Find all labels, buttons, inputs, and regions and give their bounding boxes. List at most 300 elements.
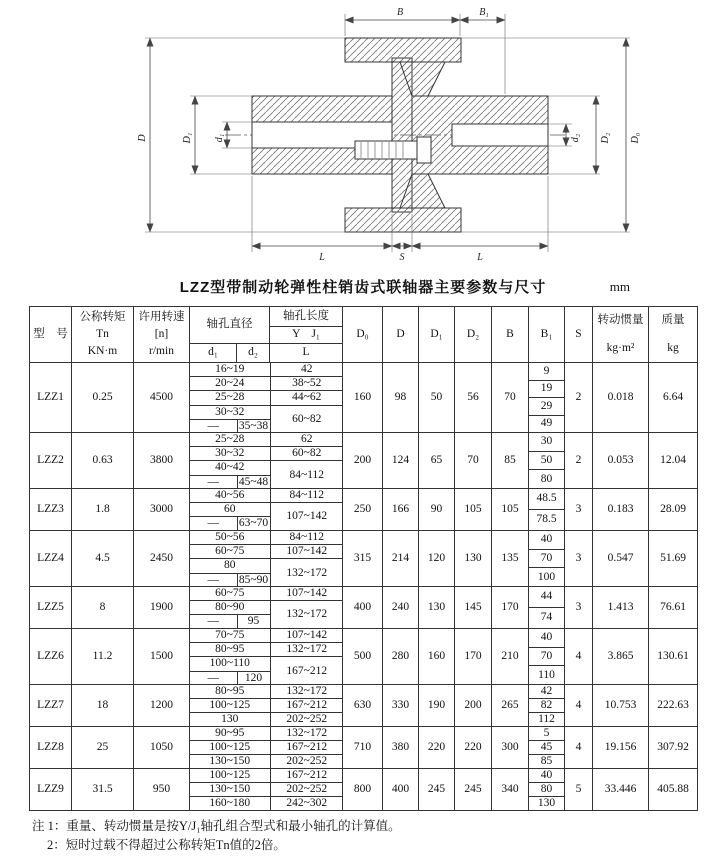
bore-row — [190, 461, 343, 475]
coupling-cross-section-svg — [0, 0, 726, 272]
bore-length: 132~172 — [270, 727, 343, 741]
bore-subtable — [190, 489, 343, 531]
cell-mass: 28.09 — [649, 489, 698, 531]
bore-length: 84~112 — [270, 531, 343, 545]
spec-table-header — [30, 307, 698, 363]
cell-B1 — [529, 769, 565, 811]
b1-value: 45 — [529, 740, 564, 754]
cell-S: 4 — [565, 629, 593, 685]
bore-d-range: 80 — [190, 559, 270, 573]
cell-bores — [190, 685, 343, 727]
spec-row — [30, 587, 698, 629]
bore-row — [190, 769, 343, 783]
bore-d-range: 30~32 — [190, 447, 270, 461]
bore-d-range: 70~75 — [215, 629, 245, 641]
bore-length: 242~302 — [270, 797, 343, 811]
b1-value: 80 — [529, 782, 564, 796]
cell-speed: 1200 — [134, 685, 190, 727]
header-torque-line1: 公称转矩 — [79, 311, 126, 324]
cell-model: LZZ7 — [30, 685, 72, 727]
dim-label-L-left: L — [319, 252, 325, 263]
spec-row — [30, 531, 698, 587]
b1-value: 80 — [529, 469, 564, 488]
cell-inertia: 0.053 — [593, 433, 649, 489]
cell-D1: 65 — [419, 433, 455, 489]
dim-label-D1: D₁ — [182, 132, 193, 144]
cell-mass: 76.61 — [649, 587, 698, 629]
b1-stack — [529, 489, 564, 530]
spec-row — [30, 489, 698, 531]
cell-torque: 31.5 — [72, 769, 134, 811]
cell-D: 400 — [383, 769, 419, 811]
b1-value: 44 — [540, 590, 553, 603]
cell-torque: 4.5 — [72, 531, 134, 587]
bore-row — [190, 699, 343, 713]
bore-length: 132~172 — [270, 685, 343, 699]
b1-value: 40 — [540, 533, 553, 546]
cell-speed: 3800 — [134, 433, 190, 489]
b1-stack — [529, 727, 564, 768]
cell-B: 265 — [492, 685, 529, 727]
cell-model: LZZ2 — [30, 433, 72, 489]
bore-length: 132~172 — [270, 601, 343, 629]
cell-inertia: 33.446 — [593, 769, 649, 811]
dim-label-D: D — [137, 134, 148, 142]
bore-length: 62 — [270, 433, 343, 447]
cell-D: 166 — [383, 489, 419, 531]
cell-D2: 105 — [455, 489, 492, 531]
cell-D1: 90 — [419, 489, 455, 531]
coupling-drawing — [0, 0, 726, 272]
cell-D2: 170 — [455, 629, 492, 685]
bore-d-range: 130 — [190, 713, 270, 727]
cell-bores — [190, 727, 343, 769]
b1-stack — [529, 629, 564, 684]
bore-d-range: 60~75 — [190, 545, 270, 559]
cell-D: 280 — [383, 629, 419, 685]
header-torque — [72, 307, 134, 363]
cell-B1 — [529, 433, 565, 489]
bore-d-range: 130~150 — [190, 783, 270, 797]
elastic-pin-bolt — [355, 137, 431, 163]
bore-row — [190, 643, 343, 657]
b1-value: 49 — [529, 415, 564, 433]
bore-d-range: 80~95 — [215, 685, 245, 697]
bore-length: 84~112 — [270, 461, 343, 489]
cell-bores — [190, 769, 343, 811]
bore-row — [190, 657, 343, 671]
bore-d1: — — [190, 419, 237, 433]
cell-mass: 12.04 — [649, 433, 698, 489]
cell-torque: 25 — [72, 727, 134, 769]
header-S: S — [565, 307, 593, 363]
b1-value: 85 — [529, 754, 564, 768]
bore-d1: — — [190, 475, 237, 489]
footnotes — [32, 817, 696, 856]
cell-inertia: 19.156 — [593, 727, 649, 769]
bore-length: 202~252 — [270, 783, 343, 797]
bore-row — [190, 741, 343, 755]
cell-torque: 18 — [72, 685, 134, 727]
cell-D0: 200 — [343, 433, 383, 489]
cell-bores — [190, 363, 343, 433]
b1-stack — [529, 531, 564, 586]
cell-S: 3 — [565, 489, 593, 531]
bore-length: 107~142 — [270, 503, 343, 531]
cell-inertia: 0.018 — [593, 363, 649, 433]
header-speed — [134, 307, 190, 363]
b1-value: 50 — [529, 451, 564, 470]
bore-length: 132~172 — [270, 559, 343, 587]
bore-d-range: 20~24 — [190, 377, 270, 391]
cell-mass: 307.92 — [649, 727, 698, 769]
header-D: D — [383, 307, 419, 363]
header-speed-line3: r/min — [149, 344, 174, 357]
cell-bores — [190, 489, 343, 531]
dim-label-d1: d₁ — [214, 133, 225, 143]
cell-B1 — [529, 587, 565, 629]
cell-B1 — [529, 489, 565, 531]
cell-inertia: 1.413 — [593, 587, 649, 629]
bore-row — [190, 377, 343, 391]
b1-value: 9 — [543, 364, 550, 377]
spec-row — [30, 363, 698, 433]
dim-label-L-right: L — [477, 252, 483, 263]
b1-value: 5 — [543, 727, 550, 739]
cell-B: 85 — [492, 433, 529, 489]
header-L: L — [270, 344, 343, 363]
bore-d-range: 25~28 — [190, 391, 270, 405]
b1-stack — [529, 685, 564, 726]
bore-length: 42 — [270, 363, 343, 377]
bore-subtable — [190, 587, 343, 629]
header-mass-line1: 质量 — [661, 313, 685, 326]
dim-label-B: B — [396, 7, 404, 18]
cell-model: LZZ1 — [30, 363, 72, 433]
header-torque-line2: Tn — [96, 328, 109, 341]
cell-B: 340 — [492, 769, 529, 811]
bore-d1: — — [190, 615, 237, 629]
cell-mass: 130.61 — [649, 629, 698, 685]
header-mass-line2: kg — [667, 342, 679, 354]
b1-value: 70 — [529, 549, 564, 568]
bore-row — [190, 755, 343, 769]
cell-D: 240 — [383, 587, 419, 629]
bore-length: 167~212 — [270, 769, 343, 783]
b1-value: 78.5 — [529, 509, 564, 530]
cell-S: 5 — [565, 769, 593, 811]
cell-B: 70 — [492, 363, 529, 433]
cell-D0: 250 — [343, 489, 383, 531]
cell-speed: 2450 — [134, 531, 190, 587]
cell-torque: 1.8 — [72, 489, 134, 531]
header-B: B — [492, 307, 529, 363]
cell-model: LZZ4 — [30, 531, 72, 587]
cell-D1: 130 — [419, 587, 455, 629]
bore-subtable — [190, 629, 343, 685]
spec-row — [30, 685, 698, 727]
cell-D2: 56 — [455, 363, 492, 433]
cell-D0: 500 — [343, 629, 383, 685]
spec-table-body — [30, 363, 698, 811]
spec-row — [30, 727, 698, 769]
cell-D1: 120 — [419, 531, 455, 587]
cell-S: 2 — [565, 363, 593, 433]
bore-row — [190, 447, 343, 461]
bore-row — [190, 545, 343, 559]
cell-D2: 145 — [455, 587, 492, 629]
spec-table — [29, 306, 698, 811]
spec-row — [30, 629, 698, 685]
bore-d-range: 100~125 — [209, 769, 251, 781]
right-half-coupling — [412, 96, 548, 174]
header-mass — [649, 307, 698, 363]
bore-row — [190, 587, 343, 601]
bore-length: 167~212 — [270, 699, 343, 713]
header-speed-line2: [n] — [154, 328, 169, 341]
b1-value: 30 — [540, 435, 553, 448]
cell-torque: 11.2 — [72, 629, 134, 685]
cell-D0: 400 — [343, 587, 383, 629]
bore-row — [190, 685, 343, 699]
b1-value: 110 — [529, 665, 564, 684]
cell-bores — [190, 433, 343, 489]
bore-d1: — — [190, 671, 237, 685]
cell-mass: 222.63 — [649, 685, 698, 727]
bore-row — [190, 629, 343, 643]
cell-inertia: 3.865 — [593, 629, 649, 685]
header-Y-J1: Y J₁ — [270, 327, 343, 344]
bore-subtable — [190, 727, 343, 769]
b1-value: 130 — [529, 796, 564, 810]
cell-torque: 0.63 — [72, 433, 134, 489]
bore-d2: 95 — [237, 615, 270, 629]
header-D0: D₀ — [343, 307, 383, 363]
cell-model: LZZ3 — [30, 489, 72, 531]
cell-D2: 70 — [455, 433, 492, 489]
b1-stack — [529, 433, 564, 488]
bore-row — [190, 405, 343, 419]
cell-B1 — [529, 629, 565, 685]
header-speed-line1: 许用转速 — [138, 311, 185, 324]
b1-value: 29 — [529, 397, 564, 415]
cell-inertia: 0.547 — [593, 531, 649, 587]
bore-row — [190, 559, 343, 573]
bore-length: 107~142 — [270, 629, 343, 643]
bore-row — [190, 797, 343, 811]
b1-value: 70 — [529, 647, 564, 666]
bore-row — [190, 531, 343, 545]
cell-B1 — [529, 685, 565, 727]
cell-speed: 3000 — [134, 489, 190, 531]
bore-d-range: 80~90 — [190, 601, 270, 615]
title-row — [0, 276, 726, 300]
cell-D2: 220 — [455, 727, 492, 769]
bore-subtable — [190, 363, 343, 433]
bore-subtable — [190, 433, 343, 489]
bore-d-range: 160~180 — [190, 797, 270, 811]
header-d2: d₂ — [237, 344, 270, 363]
cell-inertia: 0.183 — [593, 489, 649, 531]
bore-d1: — — [190, 573, 237, 587]
bore-d2: 35~38 — [238, 419, 269, 432]
cell-D0: 710 — [343, 727, 383, 769]
cell-inertia: 10.753 — [593, 685, 649, 727]
bore-length: 167~212 — [270, 741, 343, 755]
cell-S: 3 — [565, 587, 593, 629]
header-D1: D₁ — [419, 307, 455, 363]
cell-D1: 50 — [419, 363, 455, 433]
cell-B1 — [529, 727, 565, 769]
cell-D: 214 — [383, 531, 419, 587]
cell-B1 — [529, 531, 565, 587]
dim-label-D2: D₂ — [600, 132, 611, 144]
bore-length: 202~252 — [270, 755, 343, 769]
cell-mass: 51.69 — [649, 531, 698, 587]
bore-length: 107~142 — [270, 587, 343, 601]
cell-mass: 6.64 — [649, 363, 698, 433]
spec-row — [30, 433, 698, 489]
bore-length: 202~252 — [270, 713, 343, 727]
cell-D0: 315 — [343, 531, 383, 587]
bore-d-range: 16~19 — [215, 363, 245, 375]
b1-value: 100 — [529, 567, 564, 586]
cell-model: LZZ8 — [30, 727, 72, 769]
bore-d2: 45~48 — [238, 475, 269, 488]
bore-row — [190, 433, 343, 447]
bore-d-range: 100~125 — [190, 699, 270, 713]
cell-D: 98 — [383, 363, 419, 433]
b1-value: 112 — [529, 712, 564, 726]
cell-D1: 220 — [419, 727, 455, 769]
dim-label-D0: D₀ — [630, 132, 641, 144]
b1-value: 42 — [540, 685, 553, 697]
bore-d-range: 40~56 — [215, 489, 245, 501]
bore-length: 44~62 — [270, 391, 343, 405]
cell-D: 330 — [383, 685, 419, 727]
cell-model: LZZ9 — [30, 769, 72, 811]
cell-B1 — [529, 363, 565, 433]
header-D2: D₂ — [455, 307, 492, 363]
cell-B: 300 — [492, 727, 529, 769]
cell-D0: 160 — [343, 363, 383, 433]
cell-speed: 1050 — [134, 727, 190, 769]
cell-D2: 130 — [455, 531, 492, 587]
cell-S: 3 — [565, 531, 593, 587]
dim-label-d2: d₂ — [570, 133, 581, 143]
bore-row — [190, 783, 343, 797]
bore-row — [190, 727, 343, 741]
bore-length: 60~82 — [270, 447, 343, 461]
cell-speed: 950 — [134, 769, 190, 811]
cell-speed: 1900 — [134, 587, 190, 629]
bore-length: 167~212 — [270, 657, 343, 685]
unit-label: mm — [609, 279, 630, 294]
cell-D: 380 — [383, 727, 419, 769]
b1-value: 19 — [529, 380, 564, 398]
bore-d1: — — [190, 517, 237, 531]
cell-D: 124 — [383, 433, 419, 489]
b1-value: 48.5 — [536, 492, 557, 505]
header-inertia-line1: 转动惯量 — [597, 313, 644, 326]
bore-d-range: 80~95 — [190, 643, 270, 657]
bore-subtable — [190, 531, 343, 587]
spec-row — [30, 769, 698, 811]
bore-row — [190, 503, 343, 517]
cell-bores — [190, 587, 343, 629]
bore-d-range: 100~125 — [190, 741, 270, 755]
bore-d-range: 130~150 — [190, 755, 270, 769]
bore-d-range: 50~56 — [215, 531, 245, 543]
bore-length: 132~172 — [270, 643, 343, 657]
b1-value: 74 — [529, 607, 564, 628]
header-d1: d₁ — [190, 344, 237, 363]
bore-row — [190, 489, 343, 503]
header-bore-diameter: 轴孔直径 — [190, 307, 270, 344]
cell-D1: 245 — [419, 769, 455, 811]
bore-length: 107~142 — [270, 545, 343, 559]
cell-S: 2 — [565, 433, 593, 489]
cell-B: 170 — [492, 587, 529, 629]
page-title: LZZ型带制动轮弹性柱销齿式联轴器主要参数与尺寸 — [179, 279, 547, 296]
cell-bores — [190, 531, 343, 587]
dim-label-B1: B₁ — [479, 7, 489, 18]
bore-length: 60~82 — [270, 405, 343, 433]
bore-d-range: 60~75 — [215, 587, 245, 599]
header-bore-length: 轴孔长度 — [270, 307, 343, 327]
bore-subtable — [190, 685, 343, 727]
cell-torque: 0.25 — [72, 363, 134, 433]
left-half-coupling — [252, 96, 392, 174]
bore-d-range: 60 — [190, 503, 270, 517]
b1-stack — [529, 587, 564, 628]
b1-stack — [529, 769, 564, 810]
header-model: 型 号 — [30, 307, 72, 363]
bore-d-range: 40~42 — [190, 461, 270, 475]
header-torque-line3: KN·m — [87, 344, 118, 357]
bore-d-range: 100~110 — [190, 657, 270, 671]
bore-d-range: 30~32 — [190, 405, 270, 419]
cell-B: 210 — [492, 629, 529, 685]
header-inertia — [593, 307, 649, 363]
bore-row — [190, 713, 343, 727]
bore-d2: 63~70 — [238, 517, 269, 530]
footnote-1: 注 1：重量、转动惯量是按Y/J₁轴孔组合型式和最小轴孔的计算值。 — [32, 819, 401, 833]
b1-value: 40 — [540, 769, 553, 781]
cell-S: 4 — [565, 727, 593, 769]
cell-speed: 4500 — [134, 363, 190, 433]
bore-d-range: 25~28 — [215, 433, 245, 445]
header-inertia-line2: kg·m² — [606, 342, 635, 354]
footnote-2: 2：短时过载不得超过公称转矩Tn值的2倍。 — [47, 838, 286, 853]
cell-D1: 190 — [419, 685, 455, 727]
b1-value: 40 — [540, 631, 553, 644]
cell-D2: 245 — [455, 769, 492, 811]
cell-D1: 160 — [419, 629, 455, 685]
bore-row — [190, 363, 343, 377]
cell-S: 4 — [565, 685, 593, 727]
cell-model: LZZ5 — [30, 587, 72, 629]
bore-d-range: 90~95 — [215, 727, 245, 739]
cell-mass: 405.88 — [649, 769, 698, 811]
cell-B: 105 — [492, 489, 529, 531]
bore-length: 84~112 — [270, 489, 343, 503]
bore-length: 38~52 — [270, 377, 343, 391]
cell-D2: 200 — [455, 685, 492, 727]
cell-B: 135 — [492, 531, 529, 587]
b1-value: 82 — [529, 698, 564, 712]
cell-D0: 800 — [343, 769, 383, 811]
